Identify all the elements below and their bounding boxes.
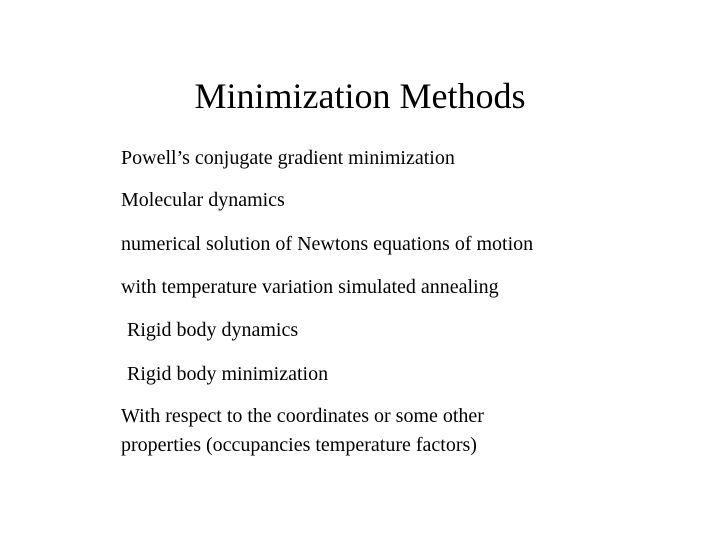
- line-simulated-annealing: with temperature variation simulated annealing: [121, 276, 499, 298]
- line-coordinates-note: With respect to the coordinates or some other: [121, 405, 484, 427]
- line-rigid-body-minimization: Rigid body minimization: [127, 363, 329, 385]
- line-rigid-body-dynamics: Rigid body dynamics: [127, 319, 299, 341]
- slide-title: Minimization Methods: [194, 76, 526, 116]
- line-powell-conjugate-gradient: Powell’s conjugate gradient minimization: [121, 147, 455, 169]
- line-newtons-equations: numerical solution of Newtons equations of motion: [121, 233, 534, 255]
- line-properties-note: properties (occupancies temperature factors): [121, 434, 477, 456]
- line-molecular-dynamics: Molecular dynamics: [121, 189, 285, 211]
